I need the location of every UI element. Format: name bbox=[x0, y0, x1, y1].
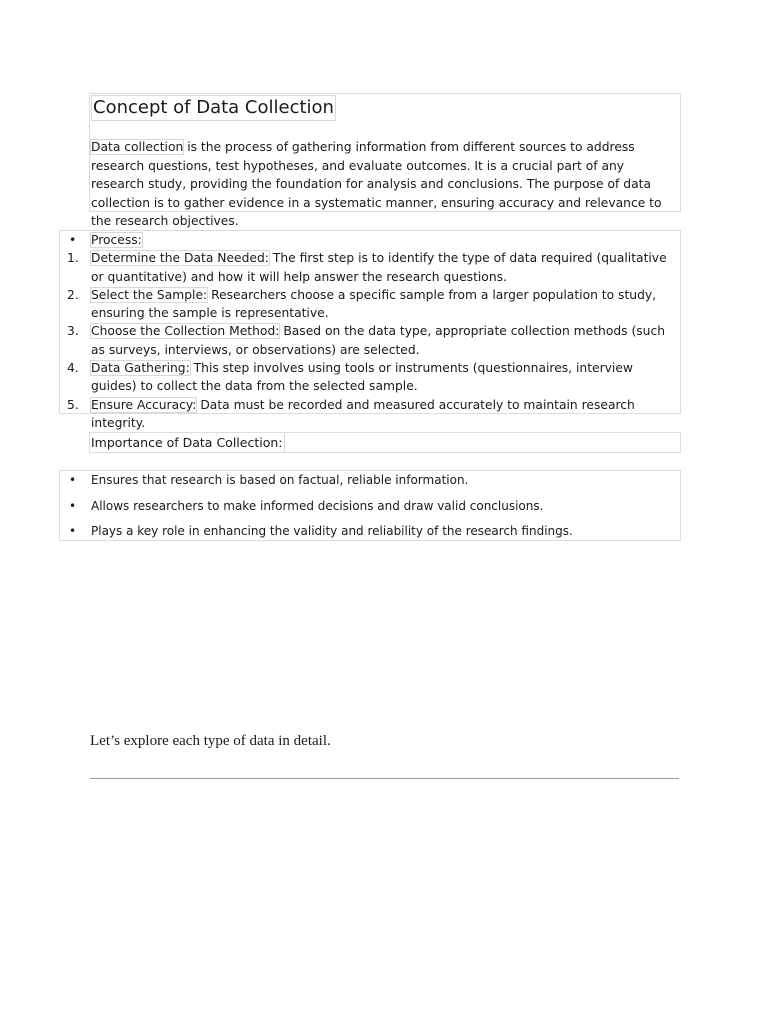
step-text: Researchers choose a specific sample from a larger population to study, ensuring the sample is representative. bbox=[91, 287, 657, 321]
step-number: 4. bbox=[67, 361, 79, 376]
step-number: 1. bbox=[67, 251, 79, 266]
importance-heading: Importance of Data Collection: bbox=[91, 435, 283, 450]
step-term: Determine the Data Needed: bbox=[91, 251, 269, 266]
bullet-marker: • bbox=[69, 524, 77, 538]
process-label-item bbox=[60, 231, 680, 249]
process-label: Process: bbox=[91, 233, 142, 247]
benefits-block bbox=[59, 470, 681, 541]
step-term: Data Gathering: bbox=[91, 361, 190, 376]
step-term: Choose the Collection Method: bbox=[91, 324, 280, 339]
benefit-list bbox=[60, 471, 680, 548]
bullet-marker: • bbox=[69, 473, 77, 487]
list-item bbox=[60, 522, 680, 540]
process-step bbox=[60, 359, 680, 396]
intro-text: is the process of gathering information from different sources to address research questions, test hypotheses, and evaluate outcomes. It is a crucial part of any research study, providing the foundation for analysis and conclusions. The purpose of data collection is to gather evidence in a systematic manner, ensuring accuracy and relevance to the research objectives. bbox=[91, 140, 662, 228]
benefit-text: Allows researchers to make informed decisions and draw valid conclusions. bbox=[91, 498, 544, 513]
process-step bbox=[60, 322, 680, 359]
intro-term: Data collection bbox=[91, 140, 184, 154]
step-text: Data must be recorded and measured accurately to maintain research integrity. bbox=[91, 397, 635, 430]
horizontal-divider bbox=[90, 778, 679, 779]
process-list bbox=[60, 231, 680, 432]
step-number: 5. bbox=[67, 397, 79, 412]
list-item bbox=[60, 497, 680, 515]
intro-block bbox=[89, 93, 681, 228]
step-number: 2. bbox=[67, 287, 79, 302]
step-number: 3. bbox=[67, 324, 79, 339]
step-text: This step involves using tools or instruments (questionnaires, interview guides) to collect the data from the selected sample. bbox=[91, 361, 633, 394]
intro-paragraph bbox=[91, 138, 675, 231]
process-step bbox=[60, 249, 680, 286]
step-term: Select the Sample: bbox=[91, 287, 208, 302]
bullet-marker: • bbox=[69, 498, 77, 513]
process-step bbox=[60, 286, 680, 323]
importance-heading-block bbox=[89, 432, 681, 453]
process-step bbox=[60, 396, 680, 433]
process-block bbox=[59, 230, 681, 430]
step-text: Based on the data type, appropriate collection methods (such as surveys, interviews, or observations) are selected. bbox=[91, 324, 666, 357]
benefit-text: Plays a key role in enhancing the validity and reliability of the research findings. bbox=[91, 524, 573, 538]
page-title: Concept of Data Collection bbox=[91, 95, 336, 121]
list-item bbox=[60, 471, 680, 489]
step-term: Ensure Accuracy: bbox=[91, 397, 197, 412]
benefit-text: Ensures that research is based on factual, reliable information. bbox=[91, 473, 469, 487]
step-text: The first step is to identify the type of data required (qualitative or quantitative) and how it will help answer the research questions. bbox=[91, 251, 667, 284]
bullet-marker: • bbox=[69, 233, 77, 247]
closing-line: Let’s explore each type of data in detail. bbox=[90, 733, 331, 749]
